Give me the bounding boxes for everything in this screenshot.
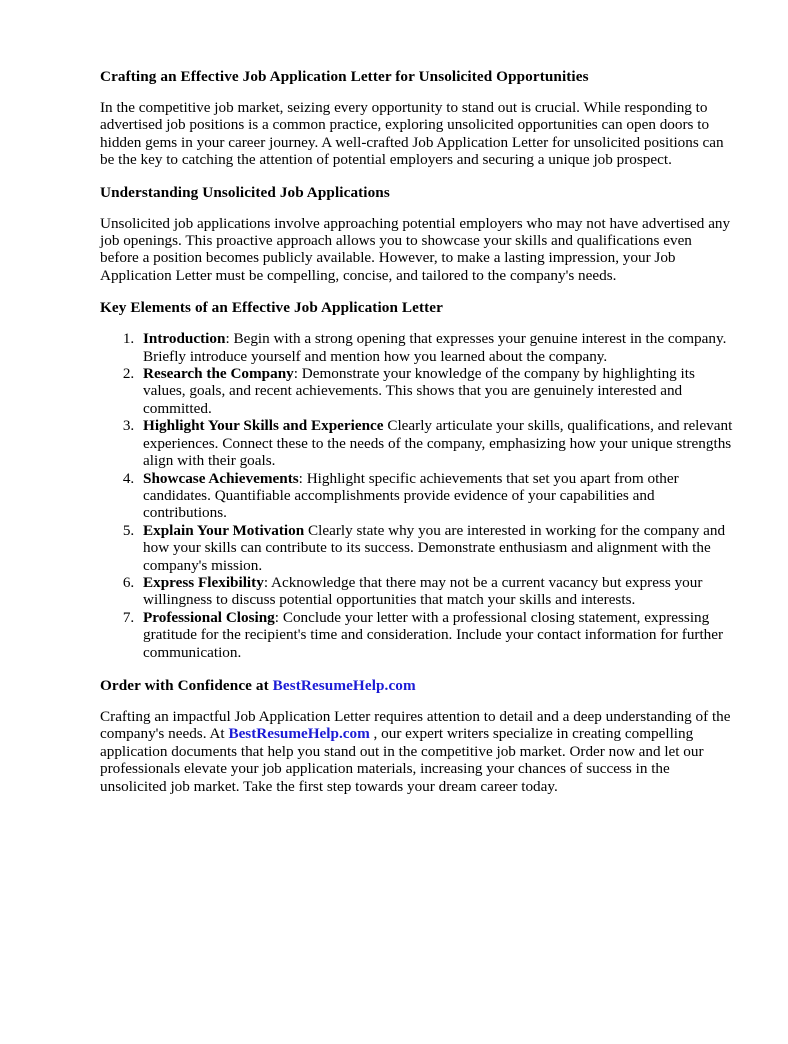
section-heading-understanding: Understanding Unsolicited Job Applications xyxy=(100,183,390,201)
order-paragraph-part1: Crafting an impactful Job Application Letter requires attention to detail and a deep understanding of the company's needs. At xyxy=(100,707,731,743)
list-item-text: Clearly articulate your skills, qualifications, and relevant experiences. Connect these to the needs of the company, emphasizing how your unique strengths align with their goals. xyxy=(143,417,733,470)
section-heading-key-elements: Key Elements of an Effective Job Application Letter xyxy=(100,299,443,317)
list-item xyxy=(138,417,734,469)
list-item-text: Acknowledge that there may not be a current vacancy but express your willingness to discuss potential opportunities that match your skills and interests. xyxy=(143,573,703,609)
understanding-paragraph: Unsolicited job applications involve approaching potential employers who may not have advertised any job openings. This proactive approach allows you to showcase your skills and qualifications even before a position becomes publicly available. However, to make a lasting impression, your Job Application Letter must be compelling, concise, and tailored to the company's needs. xyxy=(100,214,731,284)
list-item xyxy=(138,522,734,574)
key-elements-list xyxy=(100,330,734,661)
list-item xyxy=(138,609,734,661)
list-item-label: Introduction xyxy=(143,330,226,348)
list-item-label: Explain Your Motivation xyxy=(143,521,305,539)
list-item-separator: : xyxy=(225,330,234,348)
intro-paragraph: In the competitive job market, seizing every opportunity to stand out is crucial. While responding to advertised job positions is a common practice, exploring unsolicited opportunities can open doors to hidden gems in your career journey. A well-crafted Job Application Letter for unsolicited positions can be the key to catching the attention of potential employers and securing a unique job prospect. xyxy=(100,99,724,169)
bestresumehelp-link-heading[interactable]: BestResumeHelp.com xyxy=(272,676,416,694)
document-content xyxy=(100,68,734,810)
order-heading-prefix: Order with Confidence at xyxy=(100,676,273,694)
bestresumehelp-link-body[interactable]: BestResumeHelp.com xyxy=(228,725,370,743)
list-item-text: Begin with a strong opening that expresses your genuine interest in the company. Briefly introduce yourself and mention how you learned about the company. xyxy=(143,330,727,365)
list-item-text: Conclude your letter with a professional closing statement, expressing gratitude for the recipient's time and consideration. Include your contact information for further communication. xyxy=(143,608,724,661)
list-item xyxy=(138,574,734,609)
list-item-text: Demonstrate your knowledge of the company by highlighting its values, goals, and recent achievements. This shows that you are genuinely interested and committed. xyxy=(143,365,695,417)
list-item-separator: : xyxy=(293,365,302,383)
section-heading-order xyxy=(100,677,734,695)
list-item-text: Highlight specific achievements that set you apart from other candidates. Quantifiable accomplishments provide evidence of your capabilities and contributions. xyxy=(143,469,679,522)
order-paragraph-part2: , our expert writers specialize in creating compelling application documents that help you stand out in the competitive job market. Order now and let our professionals elevate your job application materials, increasing your chances of success in the unsolicited job market. Take the first step towards your dream career today. xyxy=(100,725,704,795)
order-paragraph xyxy=(100,708,734,795)
list-item-label: Highlight Your Skills and Experience xyxy=(143,417,384,435)
list-item-separator: : xyxy=(263,573,271,591)
list-item-separator: : xyxy=(298,469,307,487)
list-item-label: Research the Company xyxy=(143,365,294,383)
list-item xyxy=(138,330,734,365)
document-title: Crafting an Effective Job Application Letter for Unsolicited Opportunities xyxy=(100,68,589,85)
list-item-label: Showcase Achievements xyxy=(143,469,299,487)
list-item-label: Express Flexibility xyxy=(143,573,264,591)
list-item-label: Professional Closing xyxy=(143,608,275,626)
list-item-text: Clearly state why you are interested in working for the company and how your skills can contribute to its success. Demonstrate enthusiasm and alignment with the company's mission. xyxy=(143,521,726,574)
list-item xyxy=(138,470,734,522)
list-item-separator: : xyxy=(274,608,283,626)
list-item xyxy=(138,365,734,417)
